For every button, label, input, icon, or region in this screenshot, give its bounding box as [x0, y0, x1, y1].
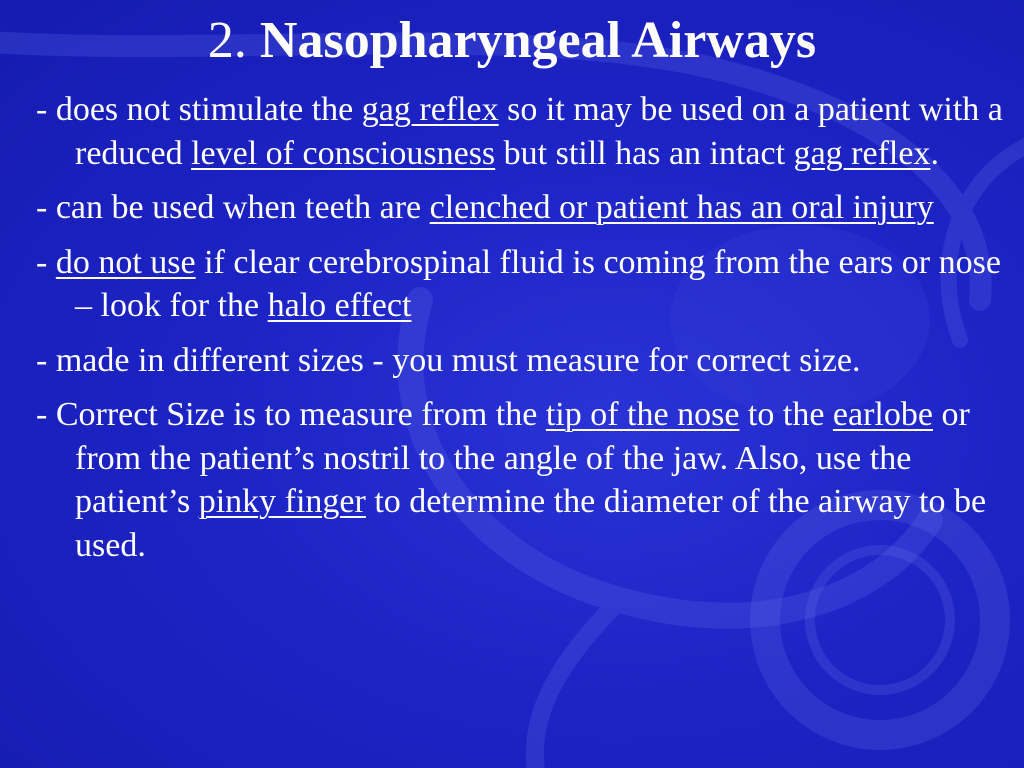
bullet-text: - does not stimulate the — [36, 91, 362, 128]
bullet-text: but still has an intact — [495, 134, 794, 172]
underlined-term: pinky finger — [198, 483, 366, 520]
bullet-text: - — [36, 243, 56, 281]
bullet-list — [36, 88, 1016, 578]
title-text: Nasopharyngeal Airways — [259, 12, 817, 69]
bullet-text: or from the patient’s nostril to the angle of the jaw. Also, use the patient’s — [75, 396, 970, 520]
underlined-term: earlobe — [832, 396, 933, 433]
bullet-item — [36, 339, 1016, 383]
bullet-text: - made in different sizes - you must measure for correct size. — [36, 341, 861, 379]
bullet-item — [36, 393, 1016, 567]
slide-title — [0, 10, 1024, 72]
bullet-text: so it may be used on a patient with a reduced — [75, 91, 1003, 172]
bullet-text: if clear cerebrospinal fluid is coming from the ears or nose – look for the — [75, 243, 1001, 324]
underlined-term: level of consciousness — [191, 134, 496, 172]
bullet-text: - can be used when teeth are — [36, 189, 430, 226]
bullet-text: to determine the diameter of the airway to be used. — [75, 483, 987, 564]
underlined-term: clenched or patient has an oral injury — [429, 189, 934, 226]
underlined-term: tip of the nose — [545, 396, 740, 433]
title-number: 2. — [207, 12, 247, 69]
bullet-text: . — [930, 134, 939, 172]
bullet-text: to the — [739, 396, 833, 433]
bullet-item — [36, 241, 1016, 328]
underlined-term: gag reflex — [793, 134, 931, 172]
bullet-item — [36, 88, 1016, 175]
underlined-term: halo effect — [267, 287, 412, 324]
underlined-term: gag reflex — [361, 91, 499, 128]
bullet-text: - Correct Size is to measure from the — [36, 396, 546, 433]
underlined-term: do not use — [55, 243, 196, 281]
bullet-item — [36, 186, 1016, 230]
